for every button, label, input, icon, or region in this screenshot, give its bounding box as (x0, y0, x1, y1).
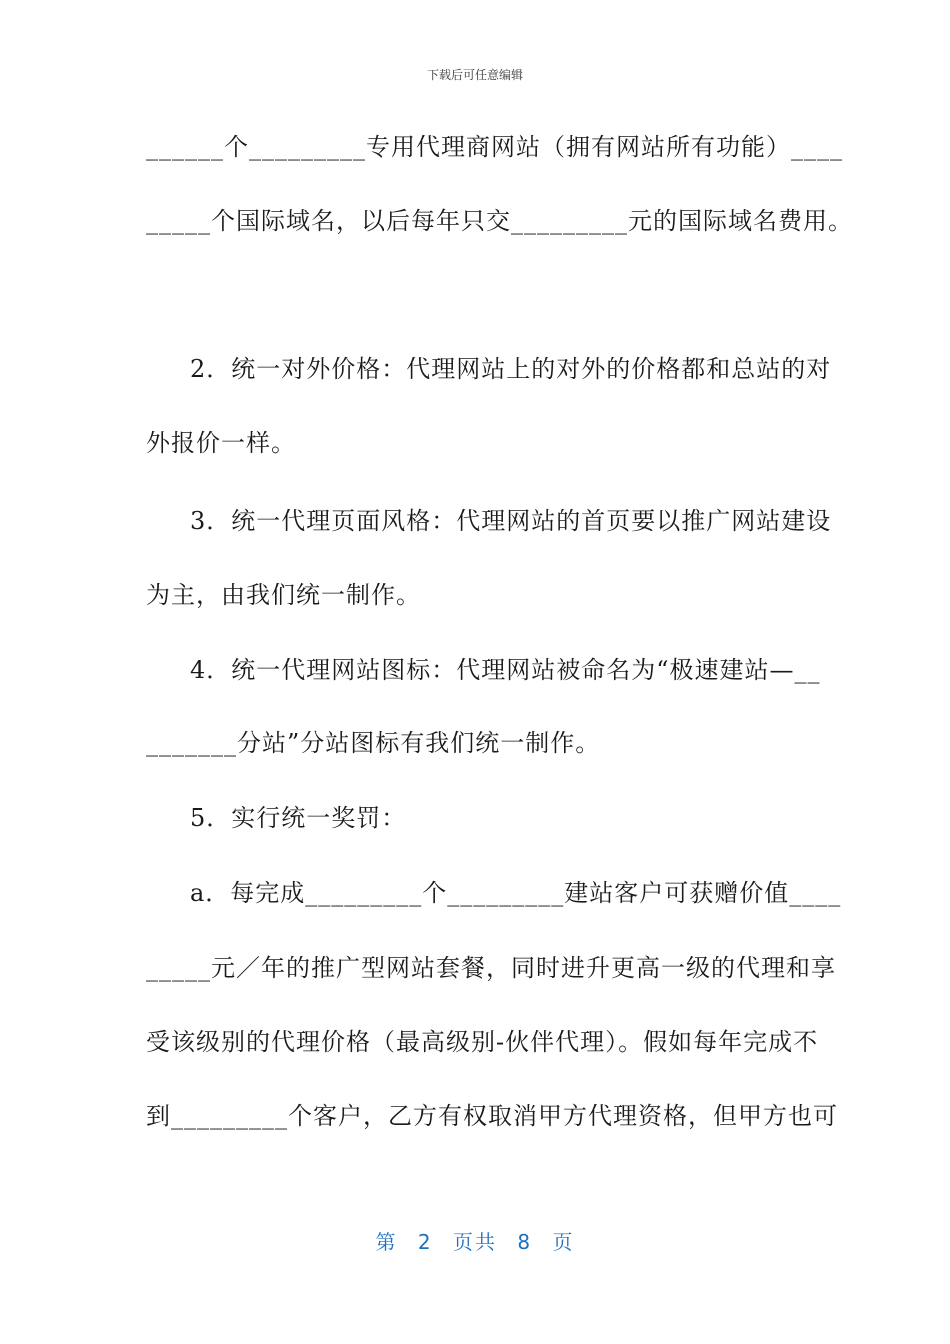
footer-suffix: 页 (552, 1230, 575, 1254)
paragraph-4-line-1: 4．统一代理网站图标：代理网站被命名为“极速建站—__ (190, 656, 821, 684)
paragraph-5-heading: 5．实行统一奖罚： (190, 804, 407, 832)
footer-middle: 页共 (453, 1230, 497, 1254)
page-header: 下载后可任意编辑 (426, 68, 523, 82)
footer-page-number: 2 (417, 1230, 433, 1254)
paragraph-a-line-3: 受该级别的代理价格（最高级别-伙伴代理）。假如每年完成不 (146, 1028, 819, 1056)
text-line: ______个_________专用代理商网站（拥有网站所有功能）____ (146, 133, 843, 161)
footer-total-pages: 8 (517, 1230, 533, 1254)
paragraph-a-line-2: _____元／年的推广型网站套餐，同时进升更高一级的代理和享 (146, 954, 836, 982)
paragraph-a-line-4: 到_________个客户，乙方有权取消甲方代理资格，但甲方也可 (146, 1102, 838, 1130)
paragraph-3-line-1: 3．统一代理页面风格：代理网站的首页要以推广网站建设 (190, 507, 832, 535)
paragraph-3-line-2: 为主，由我们统一制作。 (146, 581, 421, 609)
paragraph-2-line-2: 外报价一样。 (146, 429, 296, 457)
footer-prefix: 第 (375, 1230, 398, 1254)
paragraph-4-line-2: _______分站”分站图标有我们统一制作。 (146, 729, 601, 757)
paragraph-2-line-1: 2．统一对外价格：代理网站上的对外的价格都和总站的对 (190, 355, 832, 383)
text-line: _____个国际域名，以后每年只交_________元的国际域名费用。 (146, 207, 853, 235)
page-footer (0, 1226, 950, 1255)
paragraph-a-line-1: a．每完成_________个_________建站客户可获赠价值____ (190, 879, 842, 907)
